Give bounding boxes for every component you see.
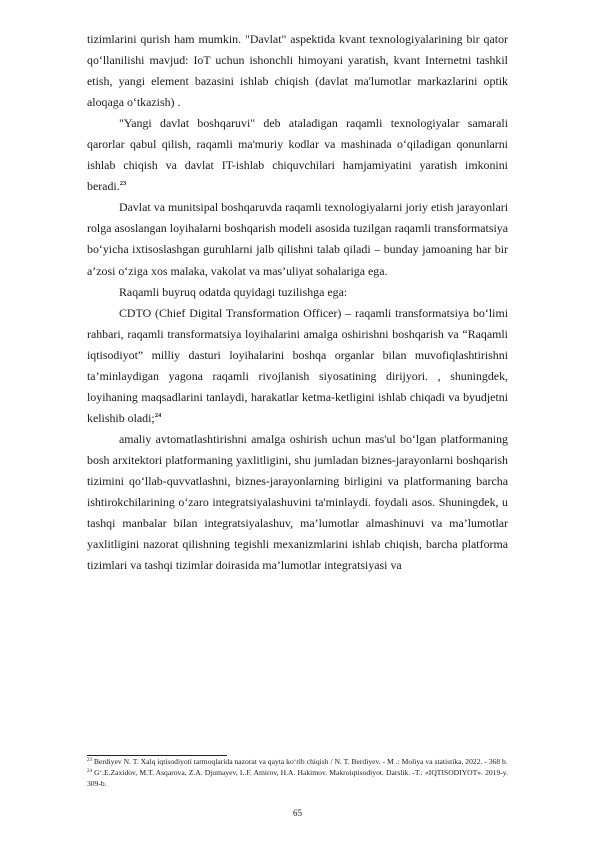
paragraph-1 xyxy=(87,29,508,113)
footnote-text: G‘.E.Zaxidov, M.T. Asqarova, Z.A. Djumayev, L.F. Amirov, H.A. Hakimov. Makroiqtisodiyot. Darslik. -T.: «IQTISODIYOT». 2019-y. 309-b. xyxy=(87,768,508,788)
paragraph-5-text: CDTO (Chief Digital Transformation Officer) – raqamli transformatsiya bo‘limi rahbari, raqamli transformatsiya loyihalarini amalga oshirishni boshqarish va “Raqamli iqtisodiyot” milliy dasturi loyihalarini boshqa organlar bilan muvofiqlashtirishni ta’minlaydigan yagona raqamli rivojlanish siyosatining dirijyori. , shuningdek, loyihaning maqsadlarini tanlaydi, harakatlar ketma-ketligini ishlab chiqadi va byudjetni kelishib oladi; xyxy=(87,305,508,425)
paragraph-6 xyxy=(87,429,508,576)
paragraph-1-text: tizimlarini qurish ham mumkin. "Davlat" aspektida kvant texnologiyalarining bir qator qo‘llanilishi mavjud: IoT uchun ishonchli himoyani yaratish, kvant Internetni tashkil etish, yangi element bazasini ishlab chiqish (davlat ma'lumotlar markazlarini optik aloqaga o‘tkazish) . xyxy=(87,32,508,110)
paragraph-2 xyxy=(87,113,508,197)
footnote-number: 23 xyxy=(87,758,92,763)
paragraph-4 xyxy=(87,282,508,303)
footnote-text: Berdiyev N. T. Xalq iqtisodiyoti tarmoqlarida nazorat va qayta ko‘rib chiqish / N. T. Berdiyev. - M .: Moliya va statistika, 2022. - 368 b. xyxy=(92,757,508,766)
footnotes xyxy=(87,756,508,789)
footnote-ref-23[interactable]: 23 xyxy=(119,180,127,188)
footnote-24 xyxy=(87,767,508,789)
paragraph-4-text: Raqamli buyruq odatda quyidagi tuzilishga ega: xyxy=(119,284,348,299)
page-body xyxy=(87,29,508,576)
paragraph-6-text: amaliy avtomatlashtirishni amalga oshirish uchun mas'ul bo‘lgan platformaning bosh arxitektori platformaning yaxlitligini, shu jumladan biznes-jarayonlarni boshqarish tizimini qo‘llab-quvvatlashni, biznes-jarayonlarning birligini va platformaning barcha ishtirokchilarining o‘zaro integratsiyalashuvini ta'minlaydi. foydali asos. Shuningdek, u tashqi manbalar bilan integratsiyalashuv, ma’lumotlar almashinuvi va ma’lumotlar yaxlitligini nazorat qilishning tegishli mexanizmlarini ishlab chiqish, barcha platforma tizimlari va tashqi tizimlar doirasida ma’lumotlar integratsiyasi va xyxy=(87,431,508,573)
paragraph-3 xyxy=(87,197,508,281)
footnote-number: 24 xyxy=(87,769,92,774)
paragraph-3-text: Davlat va munitsipal boshqaruvda raqamli texnologiyalarni joriy etish jarayonlari rolga asoslangan loyihalarni boshqarish modeli asosida tuzilgan raqamli transformatsiya bo‘yicha ixtisoslashgan guruhlarni jalb qilishni talab qiladi – bunday jamoaning har bir a’zosi o‘ziga xos malaka, vakolat va mas’uliyat sohalariga ega. xyxy=(87,200,508,278)
paragraph-5 xyxy=(87,303,508,429)
footnote-ref-24[interactable]: 24 xyxy=(154,411,162,419)
paragraph-2-text: "Yangi davlat boshqaruvi" deb ataladigan raqamli texnologiyalar samarali qarorlar qabul qilish, raqamli ma'muriy kodlar va mashinada o‘qiladigan qonunlarni ishlab chiqish va davlat IT-ishlab chiquvchilari hamjamiyatini yaratish imkonini beradi. xyxy=(87,116,508,194)
footnote-23 xyxy=(87,756,508,767)
page-number: 65 xyxy=(293,808,302,818)
